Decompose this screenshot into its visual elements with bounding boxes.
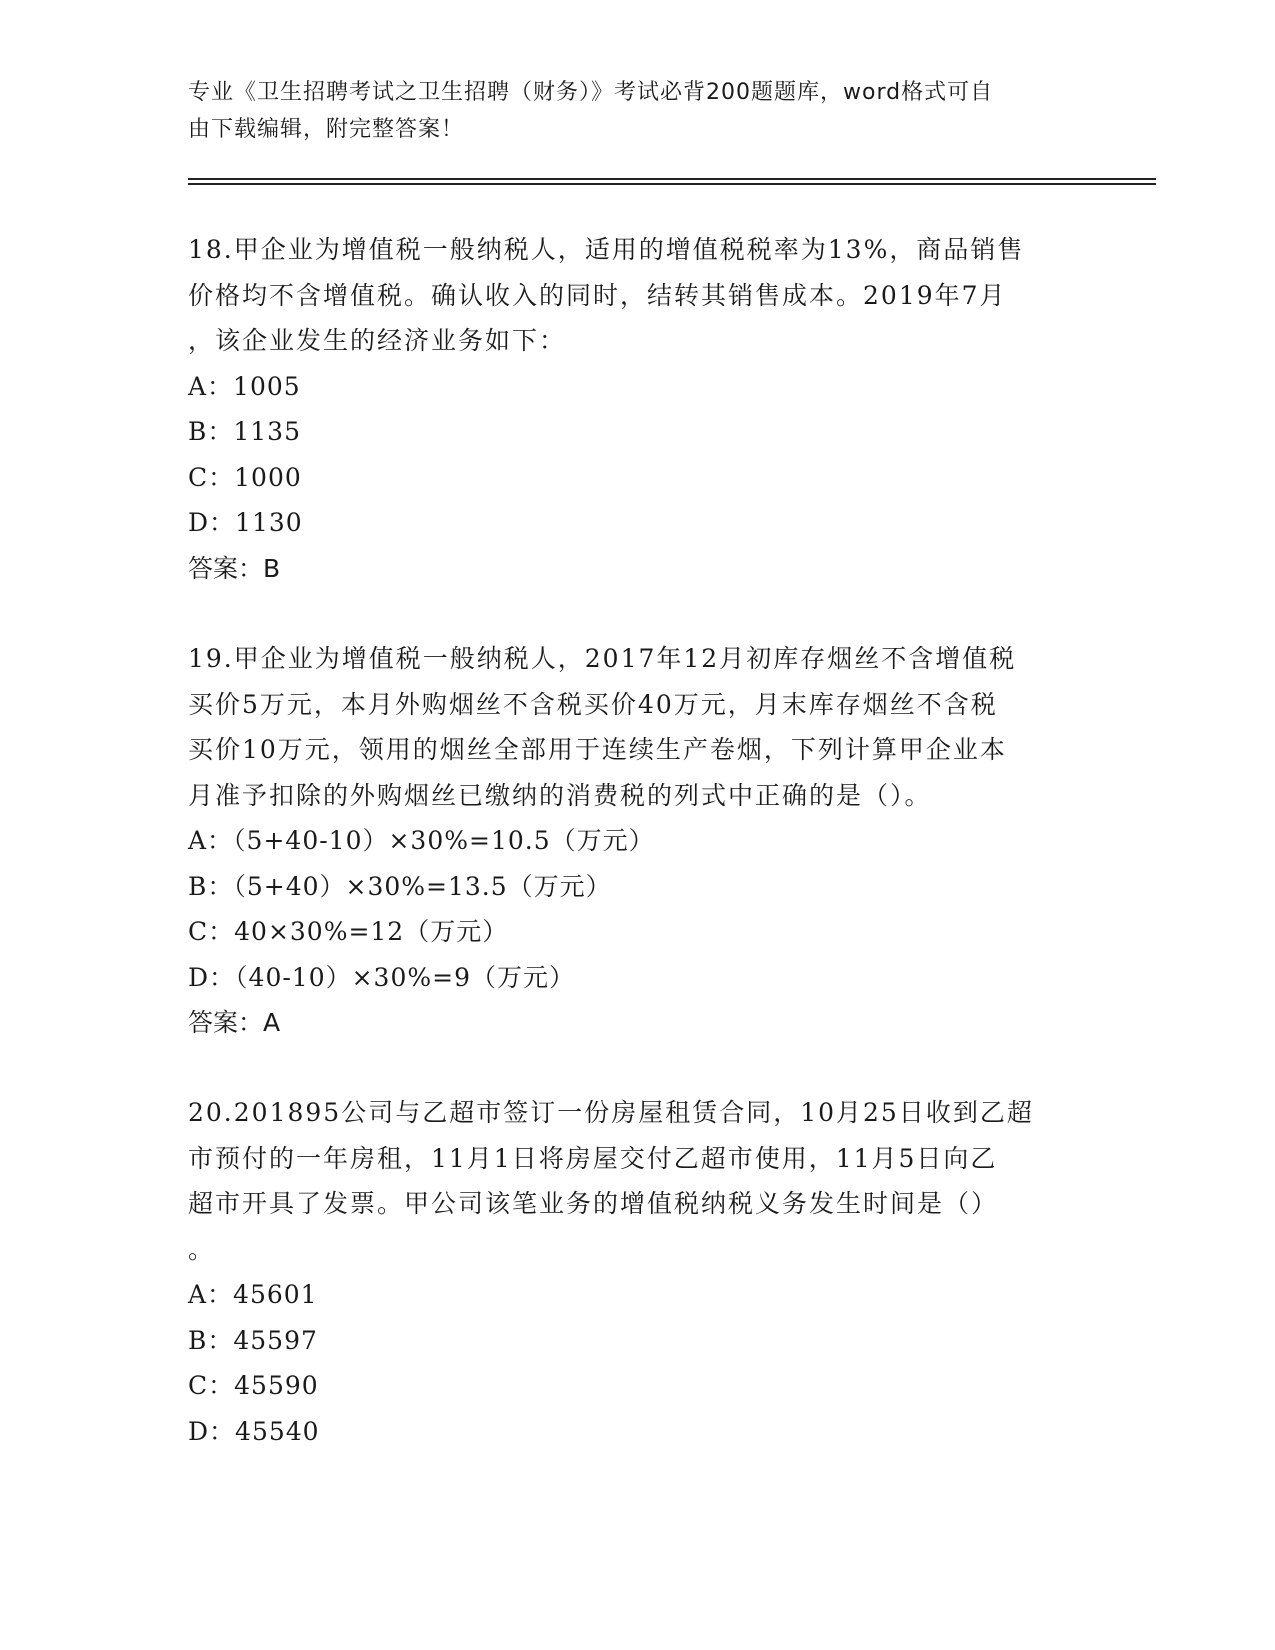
question-19 <box>188 636 1088 1046</box>
option-a: A：1005 <box>188 371 301 401</box>
question-stem <box>188 227 1088 364</box>
question-stem <box>188 636 1088 818</box>
header-divider-top <box>188 178 1156 180</box>
header-line-2: 由下载编辑，附完整答案！ <box>188 117 465 142</box>
option-a: A：（5+40-10）×30%=10.5（万元） <box>188 826 655 855</box>
question-18 <box>188 227 1088 591</box>
stem-line: 超市开具了发票。甲公司该笔业务的增值税纳税义务发生时间是（） <box>188 1189 999 1218</box>
stem-line: 月准予扣除的外购烟丝已缴纳的消费税的列式中正确的是（）。 <box>188 780 932 810</box>
option-c: C：40×30%=12（万元） <box>188 917 509 946</box>
stem-line: ，该企业发生的经济业务如下： <box>188 326 567 355</box>
option-b: B：45597 <box>188 1325 318 1355</box>
option-c: C：1000 <box>188 462 302 492</box>
header-line-1: 专业《卫生招聘考试之卫生招聘（财务）》考试必背200题题库，word格式可自 <box>188 80 994 105</box>
stem-line: 市预付的一年房租，11月1日将房屋交付乙超市使用，11月5日向乙 <box>188 1143 998 1173</box>
question-20 <box>188 1090 1088 1454</box>
answer: 答案：A <box>188 1008 281 1037</box>
option-b: B：1135 <box>188 417 301 446</box>
option-d: D：45540 <box>188 1416 320 1446</box>
header-divider-bottom <box>188 183 1156 185</box>
option-b: B：（5+40）×30%=13.5（万元） <box>188 871 612 901</box>
stem-line: 买价10万元，领用的烟丝全部用于连续生产卷烟，下列计算甲企业本 <box>188 735 1007 764</box>
stem-line: 18.甲企业为增值税一般纳税人，适用的增值税税率为13%，商品销售 <box>188 235 1025 264</box>
option-c: C：45590 <box>188 1371 319 1400</box>
question-stem <box>188 1090 1088 1272</box>
option-a: A：45601 <box>188 1280 318 1309</box>
stem-line: 买价5万元，本月外购烟丝不含税买价40万元，月末库存烟丝不含税 <box>188 689 998 719</box>
stem-line: 20.201895公司与乙超市签订一份房屋租赁合同，10月25日收到乙超 <box>188 1098 1034 1127</box>
stem-line: 19.甲企业为增值税一般纳税人，2017年12月初库存烟丝不含增值税 <box>188 644 1017 673</box>
option-d: D：1130 <box>188 508 303 537</box>
stem-line: 。 <box>188 1234 216 1264</box>
stem-line: 价格均不含增值税。确认收入的同时，结转其销售成本。2019年7月 <box>188 280 1007 310</box>
answer: 答案：B <box>188 553 281 583</box>
document-header <box>188 74 1088 148</box>
option-d: D：（40-10）×30%=9（万元） <box>188 962 575 992</box>
